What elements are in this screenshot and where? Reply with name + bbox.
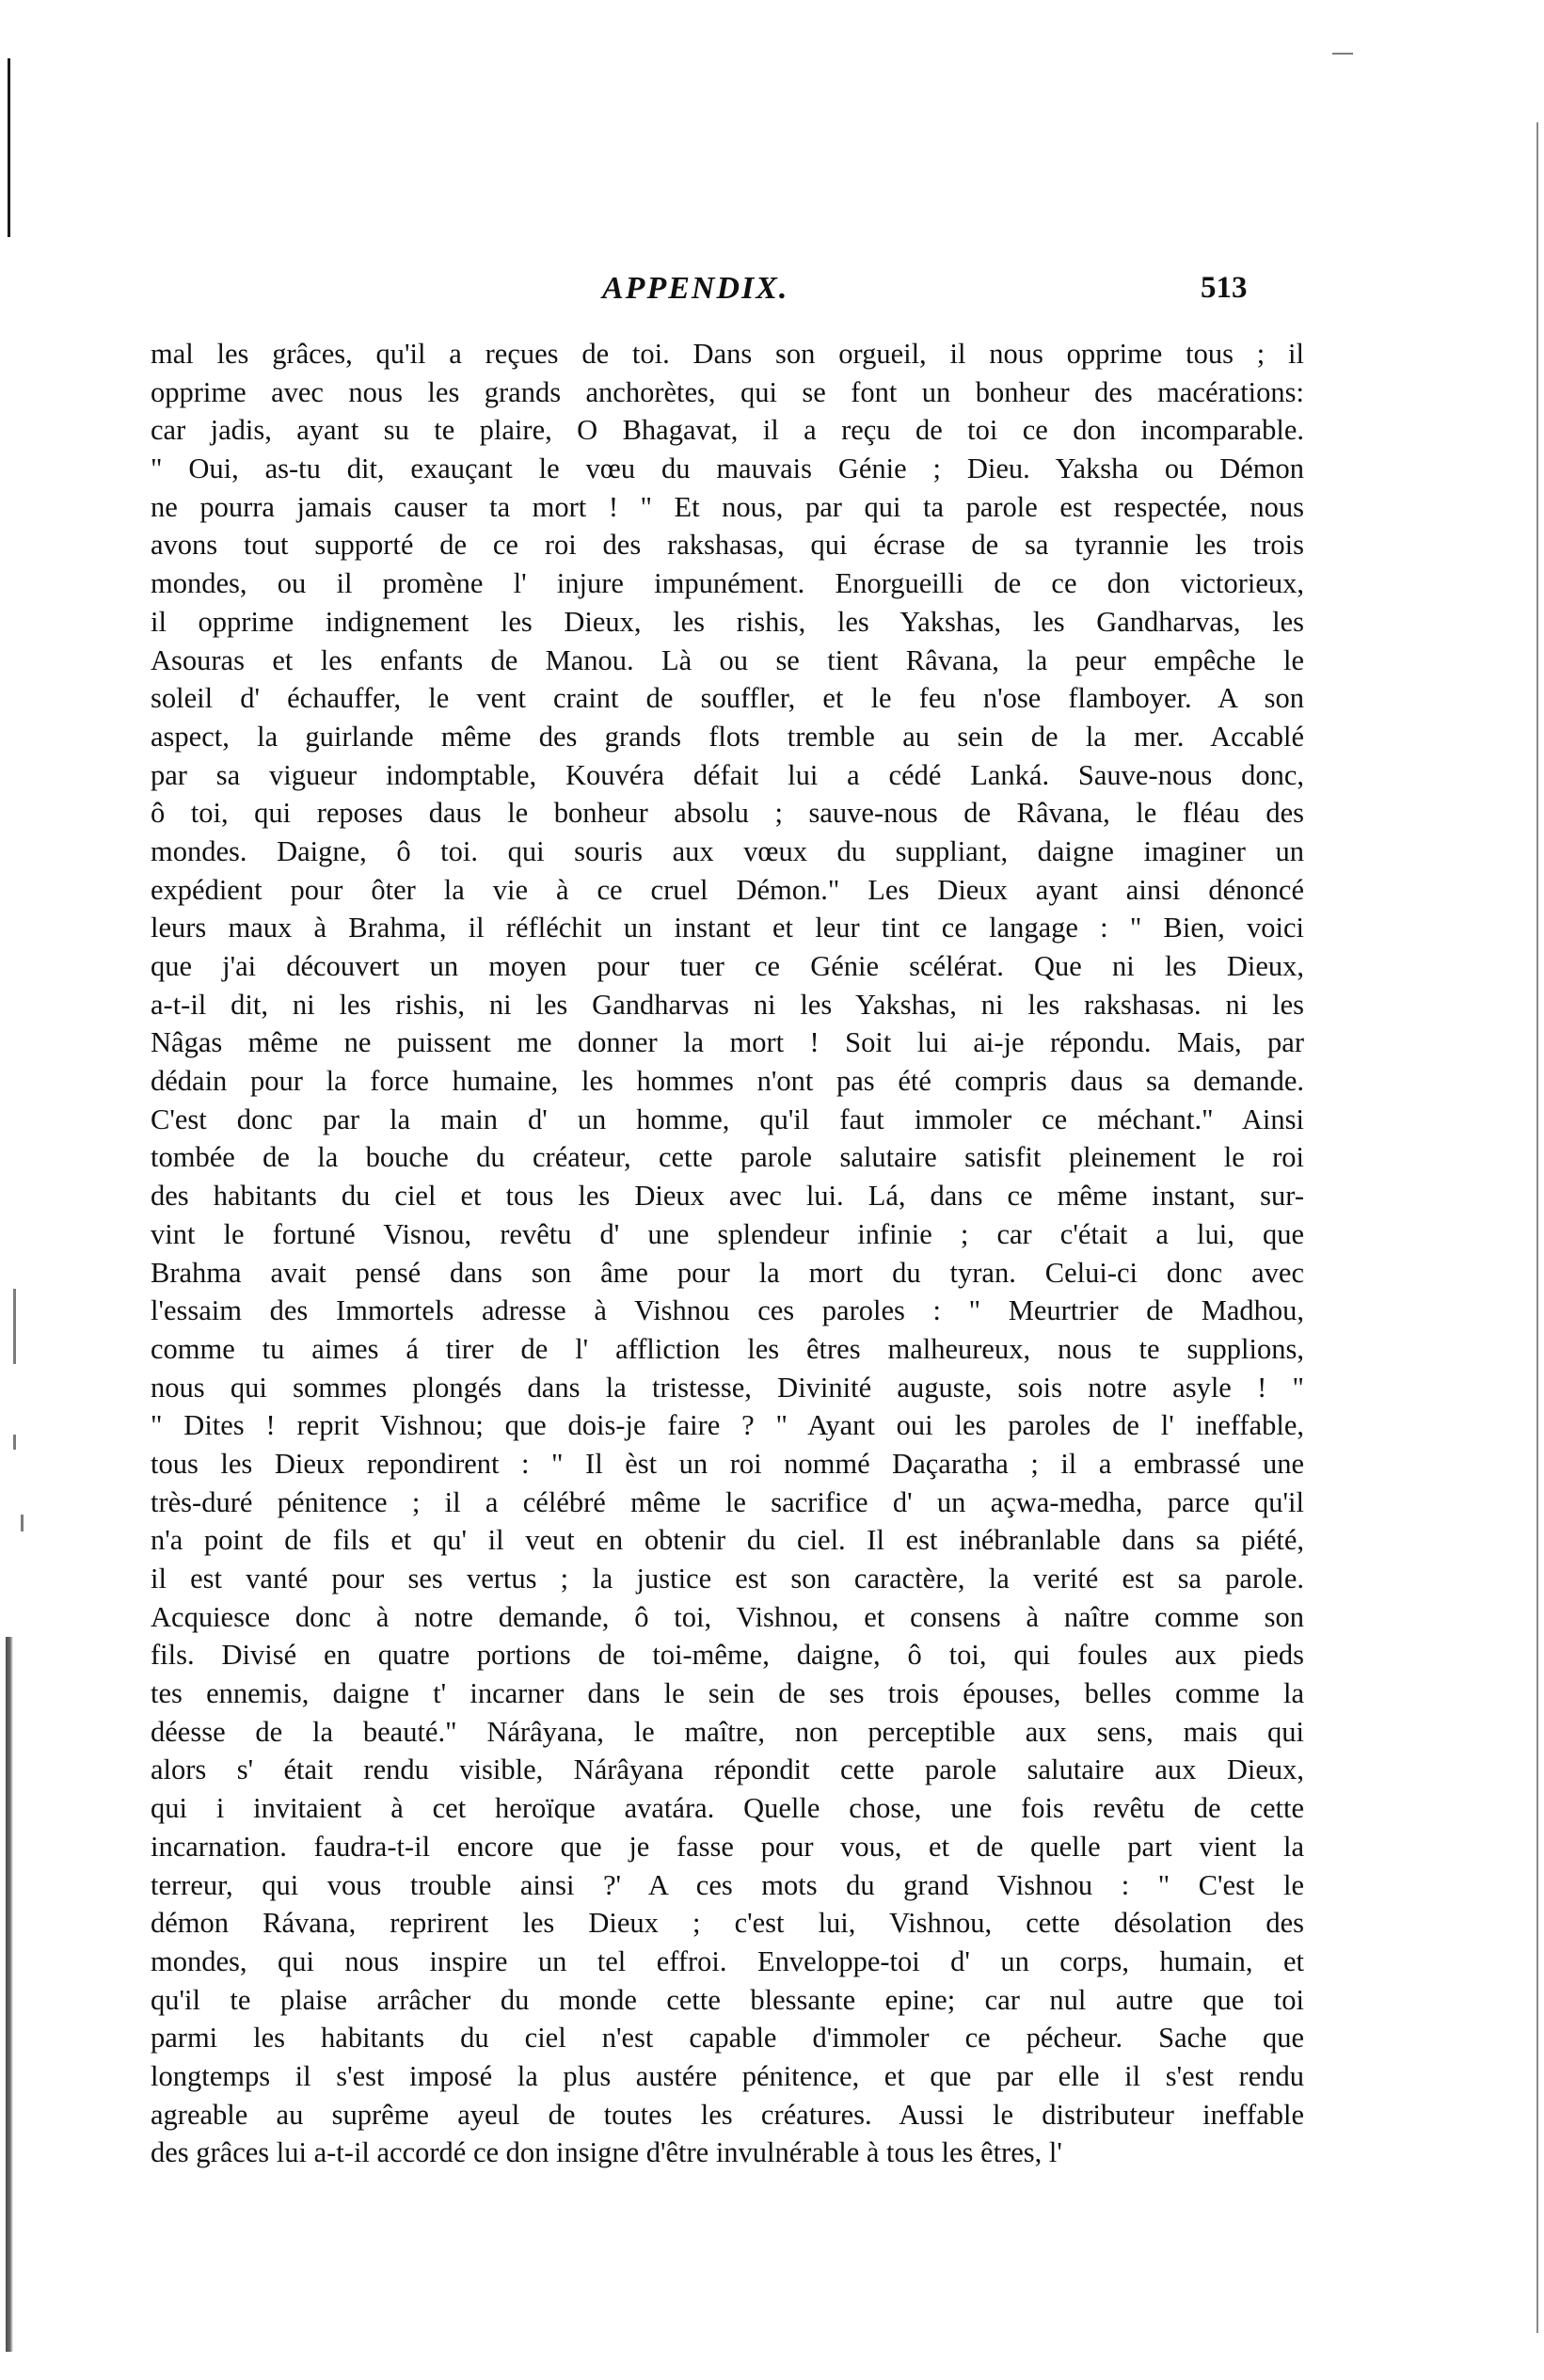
text-line: il est vanté pour ses vertus ; la justice est son caractère, la verité est sa parole. bbox=[151, 1563, 1304, 1595]
text-line: n'a point de fils et qu' il veut en obtenir du ciel. Il est inébranlable dans sa piété, bbox=[151, 1524, 1304, 1557]
text-line: dédain pour la force humaine, les hommes n'ont pas été compris daus sa demande. bbox=[151, 1065, 1304, 1098]
scan-speck bbox=[13, 1435, 16, 1450]
scan-edge-left bbox=[8, 58, 10, 237]
scan-speck bbox=[21, 1515, 24, 1531]
text-line: " Oui, as-tu dit, exauçant le vœu du mauvais Génie ; Dieu. Yaksha ou Démon bbox=[151, 452, 1304, 485]
text-line: mal les grâces, qu'il a reçues de toi. Dans son orgueil, il nous opprime tous ; il bbox=[151, 338, 1304, 370]
text-line: mondes. Daigne, ô toi. qui souris aux vœux du suppliant, daigne imaginer un bbox=[151, 834, 1304, 867]
text-line: Asouras et les enfants de Manou. Là ou se tient Râvana, la peur empêche le bbox=[151, 643, 1304, 676]
text-line: des grâces lui a-t-il accordé ce don insigne d'être invulnérable à tous les êtres, l' bbox=[151, 2136, 1062, 2169]
text-line: incarnation. faudra-t-il encore que je fasse pour vous, et de quelle part vient la bbox=[151, 1830, 1304, 1863]
text-line: terreur, qui vous trouble ainsi ?' A ces mots du grand Vishnou : " C'est le bbox=[151, 1868, 1304, 1901]
text-line: l'essaim des Immortels adresse à Vishnou ces paroles : " Meurtrier de Madhou, bbox=[151, 1294, 1304, 1327]
text-line: Brahma avait pensé dans son âme pour la mort du tyran. Celui-ci donc avec bbox=[151, 1256, 1304, 1289]
text-line: Nâgas même ne puissent me donner la mort ! Soit lui ai-je répondu. Mais, par bbox=[151, 1026, 1304, 1059]
running-title: APPENDIX. bbox=[602, 271, 789, 306]
scan-edge-left-lower bbox=[6, 1637, 13, 2352]
text-line: qui i invitaient à cet heroïque avatára. Quelle chose, une fois revêtu de cette bbox=[151, 1792, 1304, 1825]
text-line: démon Rávana, reprirent les Dieux ; c'est lui, Vishnou, cette désolation des bbox=[151, 1907, 1304, 1940]
text-line: Acquiesce donc à notre demande, ô toi, Vishnou, et consens à naître comme son bbox=[151, 1600, 1304, 1633]
text-line: C'est donc par la main d' un homme, qu'il faut immoler ce méchant." Ainsi bbox=[151, 1103, 1304, 1135]
text-line: tous les Dieux repondirent : " Il èst un roi nommé Daçaratha ; il a embrassé une bbox=[151, 1447, 1304, 1480]
text-line: avons tout supporté de ce roi des rakshasas, qui écrase de sa tyrannie les trois bbox=[151, 529, 1304, 562]
text-line: qu'il te plaise arrâcher du monde cette blessante epine; car nul autre que toi bbox=[151, 1983, 1304, 2016]
text-line: déesse de la beauté." Nárâyana, le maître, non perceptible aux sens, mais qui bbox=[151, 1715, 1304, 1748]
text-line: " Dites ! reprit Vishnou; que dois-je faire ? " Ayant oui les paroles de l' ineffable, bbox=[151, 1409, 1304, 1442]
text-line: aspect, la guirlande même des grands flots tremble au sein de la mer. Accablé bbox=[151, 720, 1304, 753]
text-line: tes ennemis, daigne t' incarner dans le sein de ses trois épouses, belles comme la bbox=[151, 1677, 1304, 1710]
text-line: vint le fortuné Visnou, revêtu d' une splendeur infinie ; car c'était a lui, que bbox=[151, 1217, 1304, 1250]
text-line: mondes, qui nous inspire un tel effroi. Enveloppe-toi d' un corps, humain, et bbox=[151, 1944, 1304, 1977]
text-line: soleil d' échauffer, le vent craint de souffler, et le feu n'ose flamboyer. A son bbox=[151, 682, 1304, 715]
text-line: par sa vigueur indomptable, Kouvéra défait lui a cédé Lanká. Sauve-nous donc, bbox=[151, 758, 1304, 791]
text-line: des habitants du ciel et tous les Dieux avec lui. Lá, dans ce même instant, sur- bbox=[151, 1180, 1304, 1213]
text-line: agreable au suprême ayeul de toutes les créatures. Aussi le distributeur ineffable bbox=[151, 2098, 1304, 2131]
text-line: très-duré pénitence ; il a célébré même le sacrifice d' un açwa-medha, parce qu'il bbox=[151, 1485, 1304, 1518]
text-line: ne pourra jamais causer ta mort ! " Et nous, par qui ta parole est respectée, nous bbox=[151, 490, 1304, 523]
text-line: leurs maux à Brahma, il réfléchit un instant et leur tint ce langage : " Bien, voici bbox=[151, 912, 1304, 944]
scan-edge-right bbox=[1536, 122, 1538, 2333]
text-line: que j'ai découvert un moyen pour tuer ce Génie scélérat. Que ni les Dieux, bbox=[151, 950, 1304, 982]
scan-speck bbox=[13, 1289, 16, 1364]
text-line: alors s' était rendu visible, Nárâyana répondit cette parole salutaire aux Dieux, bbox=[151, 1753, 1304, 1786]
text-line: longtemps il s'est imposé la plus austére pénitence, et que par elle il s'est rendu bbox=[151, 2059, 1304, 2092]
text-line: expédient pour ôter la vie à ce cruel Démon." Les Dieux ayant ainsi dénoncé bbox=[151, 873, 1304, 906]
text-line: car jadis, ayant su te plaire, O Bhagavat, il a reçu de toi ce don incomparable. bbox=[151, 414, 1304, 447]
text-line: nous qui sommes plongés dans la tristesse, Divinité auguste, sois notre asyle ! " bbox=[151, 1371, 1304, 1404]
body-text bbox=[151, 335, 1304, 2172]
text-line: ô toi, qui reposes daus le bonheur absolu ; sauve-nous de Râvana, le fléau des bbox=[151, 797, 1304, 830]
scan-speck bbox=[1332, 53, 1353, 55]
text-line: a-t-il dit, ni les rishis, ni les Gandharvas ni les Yakshas, ni les rakshasas. ni les bbox=[151, 988, 1304, 1021]
text-line: tombée de la bouche du créateur, cette parole salutaire satisfit pleinement le roi bbox=[151, 1141, 1304, 1174]
text-line: fils. Divisé en quatre portions de toi-même, daigne, ô toi, qui foules aux pieds bbox=[151, 1639, 1304, 1672]
page-header bbox=[0, 271, 1544, 316]
text-line: il opprime indignement les Dieux, les rishis, les Yakshas, les Gandharvas, les bbox=[151, 605, 1304, 638]
text-line: opprime avec nous les grands anchorètes, qui se font un bonheur des macérations: bbox=[151, 375, 1304, 408]
text-line: parmi les habitants du ciel n'est capable d'immoler ce pécheur. Sache que bbox=[151, 2022, 1304, 2055]
text-line: mondes, ou il promène l' injure impunément. Enorgueilli de ce don victorieux, bbox=[151, 567, 1304, 600]
text-line: comme tu aimes á tirer de l' affliction les êtres malheureux, nous te supplions, bbox=[151, 1332, 1304, 1365]
page-number: 513 bbox=[1201, 271, 1248, 305]
